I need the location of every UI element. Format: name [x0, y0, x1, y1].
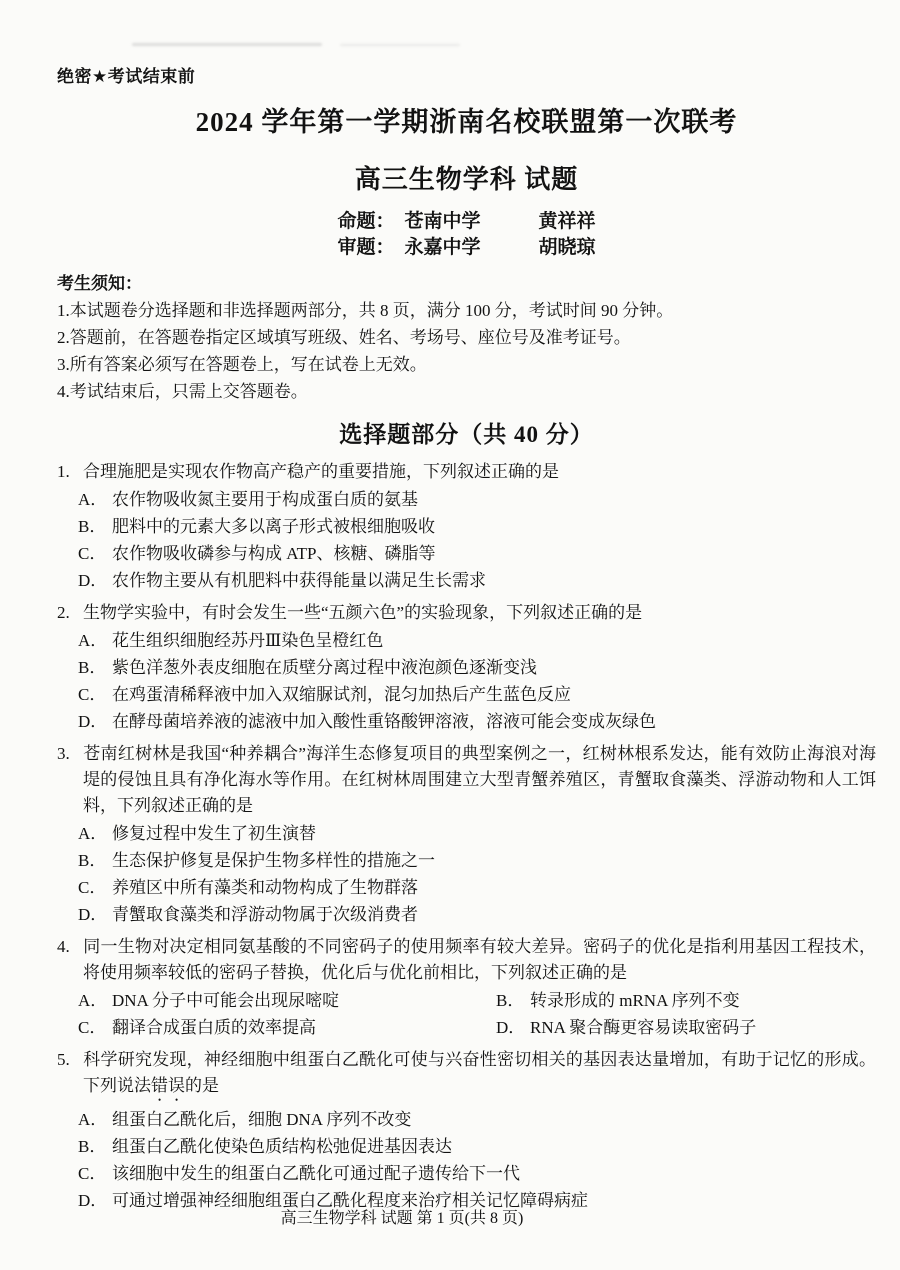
option-text: 组蛋白乙酰化使染色质结构松弛促进基因表达	[112, 1137, 452, 1156]
credits-block	[337, 209, 595, 261]
stem-text: 苍南红树林是我国“种养耦合”海洋生态修复项目的典型案例之一，红树林根系发达，能有效防止海浪对海堤的侵蚀且具有净化海水等作用。在红树林周围建立大型青蟹养殖区，青蟹取食藻类、浮游动物和人工饵料，下列叙述正确的是	[83, 744, 876, 815]
option-label: D．	[78, 1191, 108, 1210]
setter-label: 命题：	[337, 211, 395, 232]
stem-emphasis: 错误	[151, 1076, 185, 1095]
option-label: B．	[496, 991, 525, 1010]
option-label: C．	[78, 685, 107, 704]
option-label: A．	[78, 1110, 108, 1129]
option-label: A．	[78, 991, 108, 1010]
setter-row	[337, 209, 595, 235]
reviewer-school: 永嘉中学	[404, 237, 481, 258]
option-B	[78, 847, 876, 874]
reviewer-label: 审题：	[337, 237, 395, 258]
option-B	[78, 513, 876, 540]
option-D	[78, 708, 876, 735]
secrecy-label: 绝密★考试结束前	[57, 67, 196, 86]
option-B	[78, 654, 876, 681]
option-label: B．	[78, 658, 107, 677]
question-options	[57, 1106, 876, 1214]
option-B	[496, 987, 876, 1014]
question-options	[57, 987, 876, 1041]
option-text: 花生组织细胞经苏丹Ⅲ染色呈橙红色	[112, 631, 384, 650]
option-text: 组蛋白乙酰化后，细胞 DNA 序列不改变	[112, 1110, 412, 1129]
setter-name: 黄祥祥	[538, 211, 596, 232]
option-text: 可通过增强神经细胞组蛋白乙酰化程度来治疗相关记忆障碍病症	[112, 1191, 588, 1210]
exam-title: 2024 学年第一学期浙南名校联盟第一次联考	[195, 107, 738, 137]
option-label: B．	[78, 517, 107, 536]
section-title: 选择题部分（共 40 分）	[339, 422, 594, 447]
question-stem	[57, 1047, 876, 1105]
option-text: RNA 聚合酶更容易读取密码子	[530, 1018, 757, 1037]
notice-item-3: 3.所有答案必须写在答题卷上，写在试卷上无效。	[57, 355, 427, 374]
option-text: 肥料中的元素大多以离子形式被根细胞吸收	[112, 517, 435, 536]
question-options	[57, 486, 876, 594]
option-label: C．	[78, 1018, 107, 1037]
question-options	[57, 627, 876, 735]
option-A	[78, 1106, 876, 1133]
question-stem	[57, 600, 876, 626]
question-number: 1.	[57, 462, 70, 481]
notice-item-4: 4.考试结束后，只需上交答题卷。	[57, 382, 308, 401]
option-text: 转录形成的 mRNA 序列不变	[530, 991, 740, 1010]
option-label: A．	[78, 490, 108, 509]
notice-item-2: 2.答题前，在答题卷指定区域填写班级、姓名、考场号、座位号及准考证号。	[57, 328, 631, 347]
question-number: 2.	[57, 603, 70, 622]
option-C	[78, 540, 876, 567]
option-C	[78, 1160, 876, 1187]
questions-list	[57, 459, 876, 1214]
setter-school: 苍南中学	[404, 211, 481, 232]
page-footer: 高三生物学科 试题 第 1 页(共 8 页)	[280, 1210, 524, 1227]
notice-item-1: 1.本试题卷分选择题和非选择题两部分，共 8 页，满分 100 分，考试时间 90 分钟。	[57, 301, 674, 320]
option-A	[78, 627, 876, 654]
question-options	[57, 820, 876, 928]
question-stem	[57, 934, 876, 986]
option-label: B．	[78, 851, 107, 870]
option-label: C．	[78, 1164, 107, 1183]
option-C	[78, 681, 876, 708]
option-text: 农作物吸收磷参与构成 ATP、核糖、磷脂等	[112, 544, 436, 563]
option-label: A．	[78, 631, 108, 650]
option-label: B．	[78, 1137, 107, 1156]
question-3	[57, 741, 876, 928]
question-number: 5.	[57, 1050, 70, 1069]
reviewer-row	[337, 235, 595, 261]
question-number: 3.	[57, 744, 70, 763]
option-A	[78, 820, 876, 847]
option-text: 修复过程中发生了初生演替	[112, 824, 316, 843]
option-text: 青蟹取食藻类和浮游动物属于次级消费者	[112, 905, 418, 924]
question-stem	[57, 459, 876, 485]
candidate-notice	[57, 271, 876, 405]
question-number: 4.	[57, 937, 70, 956]
option-text: 该细胞中发生的组蛋白乙酰化可通过配子遗传给下一代	[112, 1164, 520, 1183]
stem-text: 生物学实验中，有时会发生一些“五颜六色”的实验现象，下列叙述正确的是	[83, 603, 643, 622]
option-B	[78, 1133, 876, 1160]
stem-text: 合理施肥是实现农作物高产稳产的重要措施，下列叙述正确的是	[83, 462, 559, 481]
option-text: 在鸡蛋清稀释液中加入双缩脲试剂，混匀加热后产生蓝色反应	[112, 685, 571, 704]
option-text: DNA 分子中可能会出现尿嘧啶	[112, 991, 340, 1010]
question-4	[57, 934, 876, 1041]
option-text: 农作物吸收氮主要用于构成蛋白质的氨基	[112, 490, 418, 509]
scan-artifact	[132, 43, 322, 46]
stem-text: 的是	[185, 1076, 219, 1095]
option-text: 养殖区中所有藻类和动物构成了生物群落	[112, 878, 418, 897]
option-text: 在酵母菌培养液的滤液中加入酸性重铬酸钾溶液，溶液可能会变成灰绿色	[112, 712, 656, 731]
option-D	[78, 567, 876, 594]
option-label: D．	[78, 571, 108, 590]
notice-title: 考生须知：	[57, 274, 142, 293]
option-label: C．	[78, 878, 107, 897]
question-2	[57, 600, 876, 735]
option-D	[496, 1014, 876, 1041]
option-text: 紫色洋葱外表皮细胞在质壁分离过程中液泡颜色逐渐变浅	[112, 658, 537, 677]
option-label: D．	[496, 1018, 526, 1037]
stem-text: 科学研究发现，神经细胞中组蛋白乙酰化可使与兴奋性密切相关的基因表达量增加，有助于记忆的形成。下列说法	[83, 1050, 876, 1095]
option-text: 生态保护修复是保护生物多样性的措施之一	[112, 851, 435, 870]
option-D	[78, 901, 876, 928]
question-1	[57, 459, 876, 594]
option-label: D．	[78, 905, 108, 924]
subject-title: 高三生物学科 试题	[354, 165, 579, 194]
option-C	[78, 874, 876, 901]
option-C	[78, 1014, 496, 1041]
option-text: 翻译合成蛋白质的效率提高	[112, 1018, 316, 1037]
stem-text: 同一生物对决定相同氨基酸的不同密码子的使用频率有较大差异。密码子的优化是指利用基因工程技术，将使用频率较低的密码子替换，优化后与优化前相比，下列叙述正确的是	[83, 937, 876, 982]
option-text: 农作物主要从有机肥料中获得能量以满足生长需求	[112, 571, 486, 590]
option-label: D．	[78, 712, 108, 731]
option-label: C．	[78, 544, 107, 563]
option-label: A．	[78, 824, 108, 843]
option-A	[78, 486, 876, 513]
option-A	[78, 987, 496, 1014]
question-stem	[57, 741, 876, 819]
reviewer-name: 胡晓琼	[538, 237, 596, 258]
question-5	[57, 1047, 876, 1214]
scan-artifact	[340, 44, 460, 46]
